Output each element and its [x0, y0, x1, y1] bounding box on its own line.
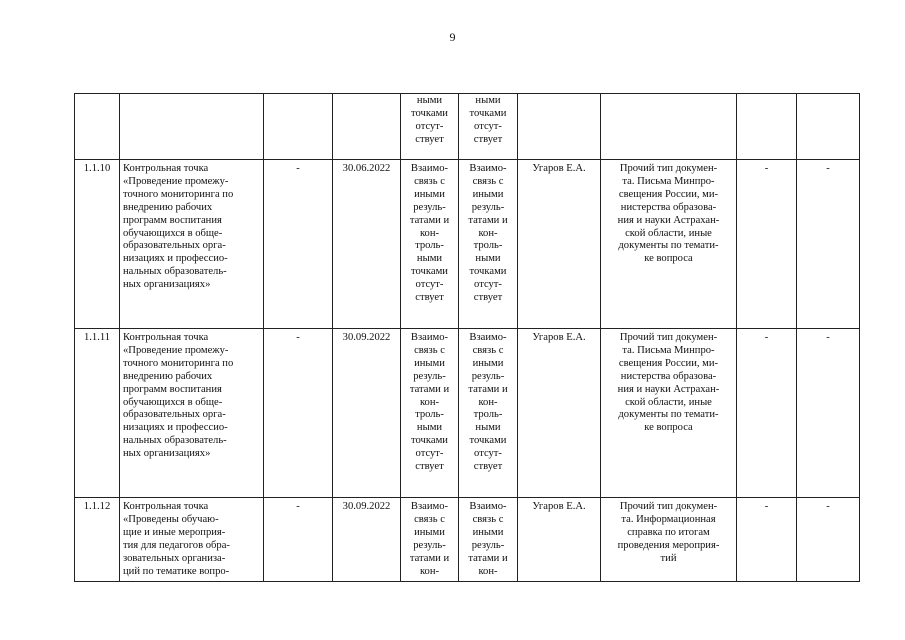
cell-doc [601, 329, 737, 498]
cell-text-line: троль- [415, 409, 444, 421]
cell-text-line: кон- [478, 396, 498, 408]
cell-text-line: Контрольная точка [123, 332, 209, 343]
cell-col3: - [264, 329, 333, 498]
cell-col6 [459, 160, 518, 329]
cell-text-line: татами и [409, 214, 450, 226]
cell-text-line: ными [475, 253, 501, 265]
cell-col6 [459, 329, 518, 498]
cell-text-line: обучающихся в обще- [123, 396, 223, 408]
cell-text-line: точками [411, 266, 448, 278]
cell-text-line: ными [475, 95, 501, 106]
cell-num: 1.1.11 [75, 329, 120, 498]
cell-col3: - [264, 498, 333, 582]
cell-text-line: троль- [473, 240, 503, 252]
cell-name [120, 329, 264, 498]
cell-col10: - [797, 498, 860, 582]
cell-text-line: Прочий тип докумен- [619, 501, 718, 512]
cell-text-line: точками [469, 107, 507, 119]
cell-text-line: низациях и профессио- [123, 253, 228, 265]
cell-col3: - [264, 160, 333, 329]
cell-text-line: иными [414, 526, 445, 538]
cell-text-line: резуль- [413, 201, 446, 213]
control-points-table [74, 93, 860, 582]
cell-text-line: ствует [415, 292, 444, 304]
cell-text-line: точного мониторинга по [123, 357, 234, 369]
cell-text-line: точками [469, 435, 507, 447]
cell-text-line: ния и науки Астрахан- [617, 214, 720, 226]
cell-col10: - [797, 160, 860, 329]
cell-text-line: татами и [468, 383, 508, 395]
cell-text-line: татами и [468, 214, 508, 226]
table-row [75, 329, 860, 498]
cell-text-line: программ воспитания [123, 214, 222, 226]
cell-text-line: свещения России, ми- [618, 188, 719, 200]
cell-text-line: ствует [473, 292, 503, 304]
cell-text-line: Взаимо- [410, 163, 449, 174]
cell-text-line: тия для педагогов обра- [123, 539, 230, 551]
cell-text-line: низациях и профессио- [123, 422, 228, 434]
cell-text-line: нальных образователь- [123, 266, 227, 278]
cell-text-line: ных организациях» [123, 448, 211, 460]
cell-text-line: связь с [472, 175, 504, 187]
cell-text-line: резуль- [471, 370, 505, 382]
cell-text-line: свещения России, ми- [618, 357, 719, 369]
cell-text-line: образовательных орга- [123, 409, 226, 421]
cell-col9: - [737, 160, 797, 329]
cell-text-line: зовательных организа- [123, 552, 226, 564]
cell-text-line: ными [475, 422, 501, 434]
cell-text-line: точками [469, 266, 507, 278]
cell-text-line: связь с [414, 344, 445, 356]
cell-text-line: резуль- [471, 201, 505, 213]
cell-text-line: татами и [409, 383, 450, 395]
cell-name [120, 94, 264, 160]
cell-text-line: Взаимо- [469, 163, 507, 174]
cell-text-line: справка по итогам [627, 526, 710, 538]
cell-text-line: ствует [415, 461, 444, 473]
cell-text-line: обучающихся в обще- [123, 227, 223, 239]
cell-text-line: ской области, иные [625, 396, 712, 408]
cell-text-line: татами и [468, 552, 508, 564]
cell-responsible: Угаров Е.А. [518, 329, 601, 498]
cell-text-line: точками [411, 107, 448, 119]
cell-text-line: та. Письма Минпро- [622, 175, 715, 187]
cell-text-line: отсут- [474, 279, 502, 291]
cell-text-line: «Проведение промежу- [123, 344, 229, 356]
cell-text-line: программ воспитания [123, 383, 222, 395]
cell-text-line: ций по тематике вопро- [123, 565, 230, 577]
cell-text-line: связь с [414, 513, 445, 525]
cell-text-line: нальных образователь- [123, 435, 227, 447]
cell-text-line: та. Письма Минпро- [622, 344, 715, 356]
cell-text-line: та. Информационная [621, 513, 716, 525]
cell-text-line: документы по темати- [618, 409, 719, 421]
cell-text-line: отсут- [415, 120, 444, 132]
cell-text-line: внедрению рабочих [123, 370, 213, 382]
cell-text-line: отсут- [415, 448, 444, 460]
cell-text-line: татами и [409, 552, 450, 564]
table-row [75, 160, 860, 329]
cell-text-line: ской области, иные [625, 227, 712, 239]
cell-text-line: кон- [419, 396, 440, 408]
cell-text-line: отсут- [474, 448, 502, 460]
cell-text-line: иными [414, 188, 445, 200]
cell-text-line: связь с [414, 175, 445, 187]
cell-responsible [518, 94, 601, 160]
cell-text-line: ке вопроса [644, 253, 693, 265]
cell-text-line: ными [416, 422, 443, 434]
cell-col3 [264, 94, 333, 160]
cell-text-line: ния и науки Астрахан- [617, 383, 720, 395]
cell-text-line: Прочий тип докумен- [619, 332, 718, 343]
cell-text-line: иными [472, 357, 504, 369]
cell-text-line: связь с [472, 344, 504, 356]
cell-doc [601, 94, 737, 160]
cell-col5 [401, 94, 459, 160]
cell-text-line: щие и иные мероприя- [123, 526, 226, 538]
cell-text-line: ствует [415, 133, 444, 145]
cell-col9 [737, 94, 797, 160]
cell-col10: - [797, 329, 860, 498]
cell-text-line: точками [411, 435, 448, 447]
cell-text-line: «Проведение промежу- [123, 175, 229, 187]
cell-text-line: нистерства образова- [620, 370, 717, 382]
cell-col5 [401, 329, 459, 498]
cell-num [75, 94, 120, 160]
cell-text-line: кон- [419, 565, 440, 577]
cell-text-line: иными [414, 357, 445, 369]
cell-text-line: Прочий тип докумен- [619, 163, 718, 174]
cell-col6 [459, 94, 518, 160]
cell-text-line: иными [472, 526, 504, 538]
cell-col5 [401, 498, 459, 582]
cell-text-line: образовательных орга- [123, 240, 226, 252]
cell-text-line: Взаимо- [410, 332, 449, 343]
cell-text-line: Взаимо- [469, 332, 507, 343]
cell-responsible: Угаров Е.А. [518, 160, 601, 329]
cell-date: 30.09.2022 [333, 498, 401, 582]
cell-text-line: нистерства образова- [620, 201, 717, 213]
cell-text-line: ными [416, 95, 443, 106]
cell-text-line: кон- [419, 227, 440, 239]
cell-text-line: иными [472, 188, 504, 200]
cell-text-line: тий [660, 552, 677, 564]
cell-text-line: ных организациях» [123, 279, 211, 291]
cell-text-line: кон- [478, 227, 498, 239]
cell-text-line: Контрольная точка [123, 163, 209, 174]
cell-col10 [797, 94, 860, 160]
cell-num: 1.1.12 [75, 498, 120, 582]
cell-date [333, 94, 401, 160]
cell-col5 [401, 160, 459, 329]
cell-text-line: резуль- [471, 539, 505, 551]
cell-text-line: проведения мероприя- [617, 539, 720, 551]
cell-doc [601, 160, 737, 329]
cell-col6 [459, 498, 518, 582]
cell-doc [601, 498, 737, 582]
cell-text-line: связь с [472, 513, 504, 525]
cell-col9: - [737, 498, 797, 582]
page-number: 9 [449, 30, 456, 44]
cell-text-line: Взаимо- [410, 501, 449, 512]
cell-text-line: ствует [473, 461, 503, 473]
table-row [75, 498, 860, 582]
cell-text-line: кон- [478, 565, 498, 577]
cell-col9: - [737, 329, 797, 498]
cell-responsible: Угаров Е.А. [518, 498, 601, 582]
cell-date: 30.06.2022 [333, 160, 401, 329]
cell-text-line: ке вопроса [644, 422, 693, 434]
table-row-continuation [75, 94, 860, 160]
cell-text-line: внедрению рабочих [123, 201, 213, 213]
cell-text-line: резуль- [413, 370, 446, 382]
cell-text-line: ными [416, 253, 443, 265]
cell-text-line: троль- [415, 240, 444, 252]
cell-text-line: Взаимо- [469, 501, 507, 512]
cell-num: 1.1.10 [75, 160, 120, 329]
cell-text-line: отсут- [474, 120, 502, 132]
cell-text-line: троль- [473, 409, 503, 421]
cell-text-line: Контрольная точка [123, 501, 209, 512]
cell-text-line: ствует [473, 133, 503, 145]
cell-text-line: точного мониторинга по [123, 188, 234, 200]
cell-text-line: отсут- [415, 279, 444, 291]
cell-name [120, 160, 264, 329]
cell-date: 30.09.2022 [333, 329, 401, 498]
cell-text-line: «Проведены обучаю- [123, 513, 219, 525]
cell-text-line: резуль- [413, 539, 446, 551]
cell-name [120, 498, 264, 582]
cell-text-line: документы по темати- [618, 240, 719, 252]
